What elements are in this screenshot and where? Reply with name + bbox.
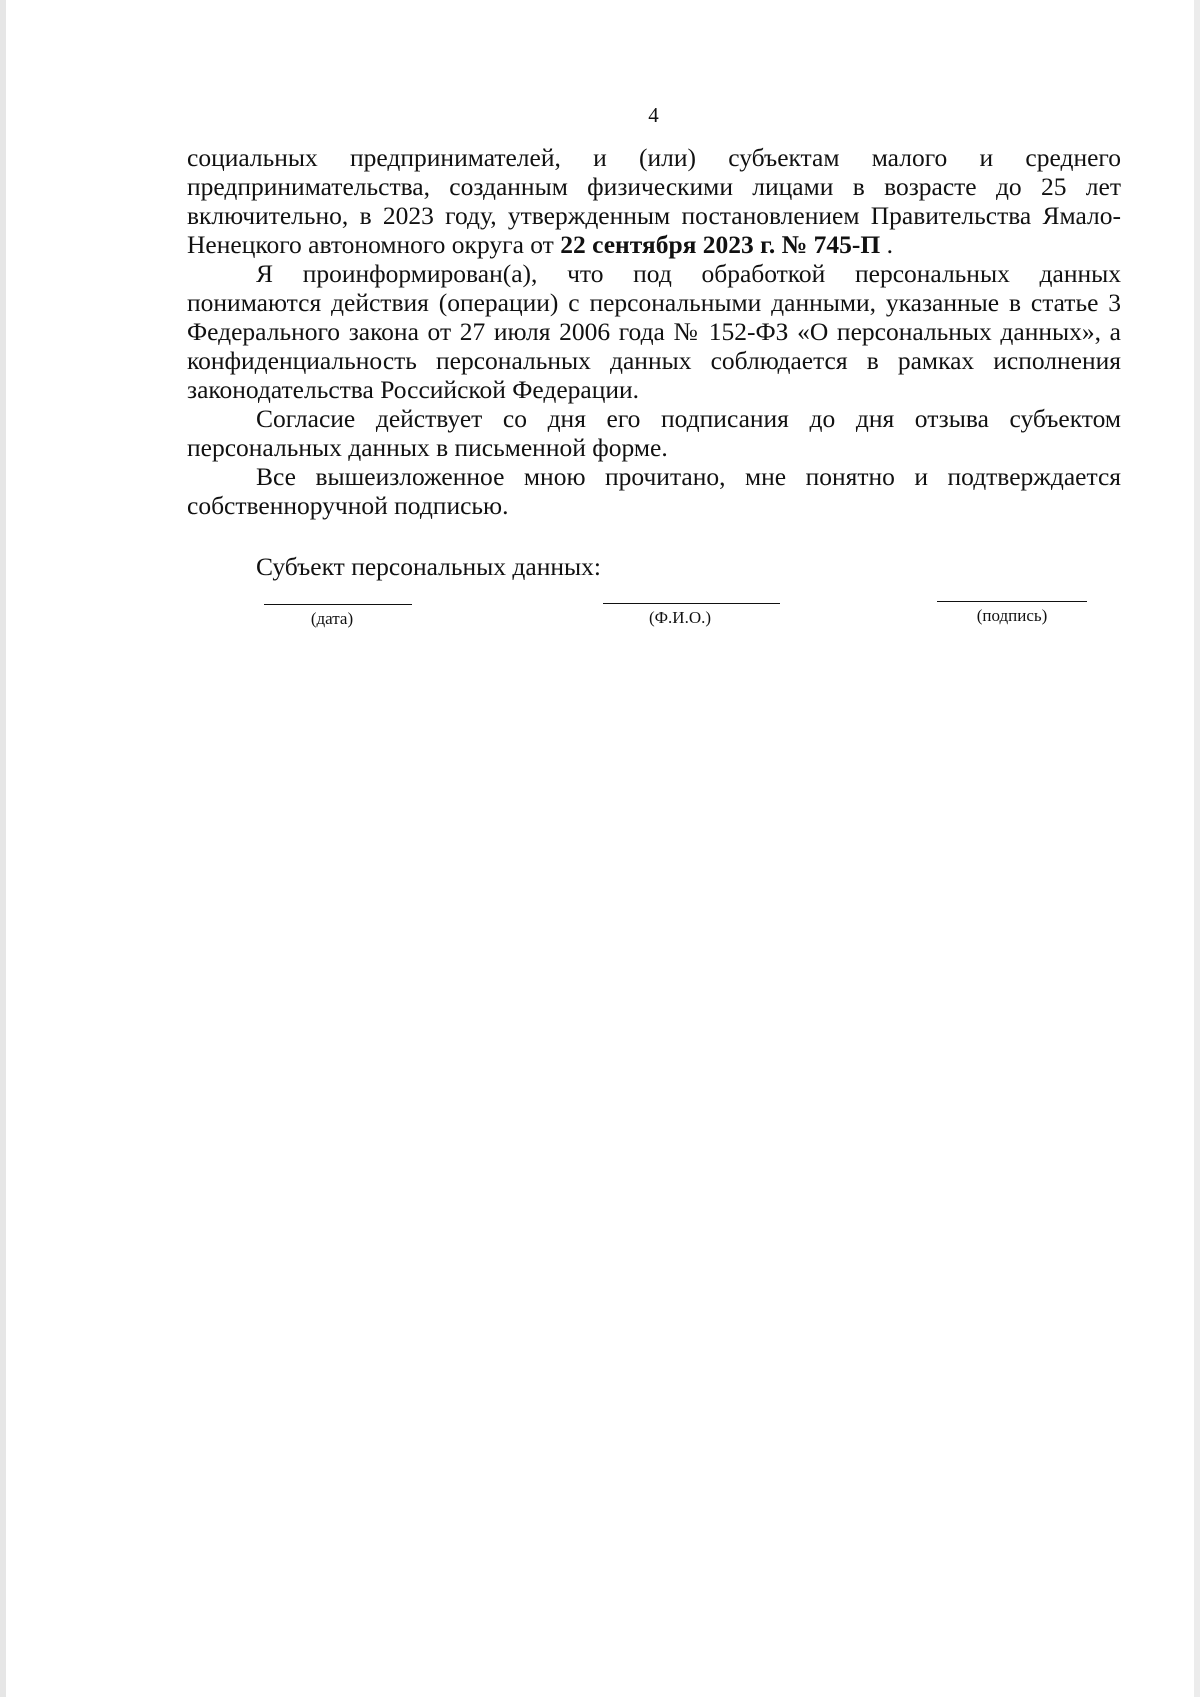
fio-caption: (Ф.И.О.) (648, 608, 712, 627)
signature-line (937, 601, 1087, 602)
document-body (187, 143, 1121, 520)
resolution-reference: 22 сентября 2023 г. № 745-П (560, 230, 881, 259)
date-caption: (дата) (310, 609, 354, 628)
paragraph-4: Все вышеизложенное мною прочитано, мне понятно и подтверждается собственноручной подписью. (187, 462, 1121, 520)
paragraph-1-text: социальных предпринимателей, и (или) субъектам малого и среднего предпринимательства, созданным физическими лицами в возрасте до 25 лет включительно, в 2023 году, утвержденным постановлением Правительства Ямало-Ненецкого автономного округа от (187, 143, 1121, 259)
subject-label: Субъект персональных данных: (256, 552, 601, 581)
page-number: 4 (648, 103, 659, 127)
paragraph-2: Я проинформирован(а), что под обработкой персональных данных понимаются действия (операции) с персональными данными, указанные в статье 3 Федерального закона от 27 июля 2006 года № 152-ФЗ «О персональных данных», а конфиденциальность персональных данных соблюдается в рамках исполнения законодательства Российской Федерации. (187, 259, 1121, 404)
date-line (264, 604, 412, 605)
signature-caption: (подпись) (976, 606, 1048, 625)
paragraph-1-end: . (880, 230, 893, 259)
paragraph-1 (187, 143, 1121, 259)
fio-line (603, 603, 780, 604)
paragraph-3: Согласие действует со дня его подписания до дня отзыва субъектом персональных данных в письменной форме. (187, 404, 1121, 462)
